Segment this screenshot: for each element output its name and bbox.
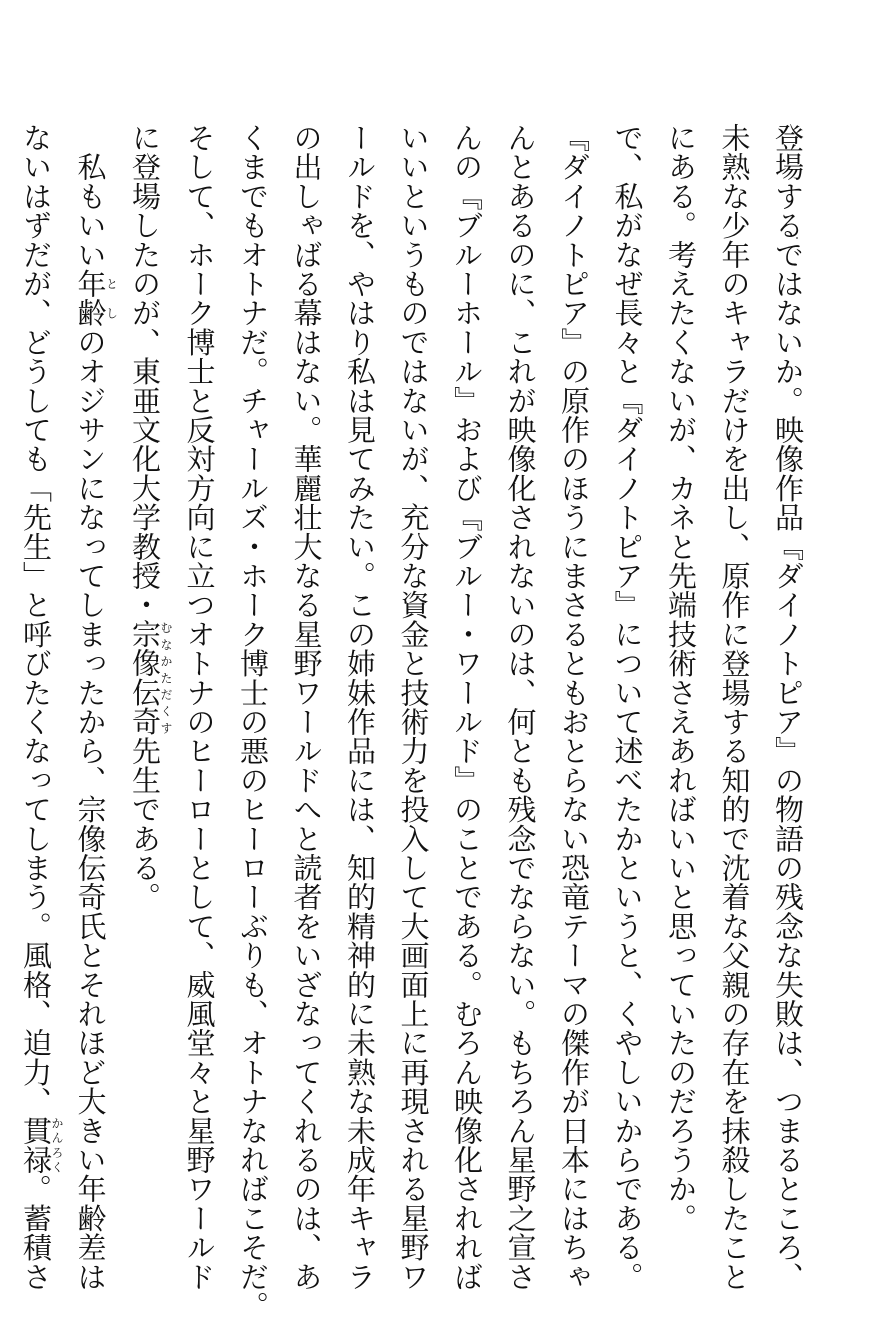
vertical-text-body xyxy=(0,123,814,1320)
ruby-kanroku: 貫禄かんろく xyxy=(19,1115,64,1175)
text-line-5: 『ダイノトピア』の原作のほうにまさるともおとらない恐竜テーマの傑作が日本にはちゃ xyxy=(557,123,591,1291)
ruby-text-toshi: とし xyxy=(104,269,119,328)
text-line-12: そして、ホーク博士と反対方向に立つオトナのヒーローとして、威風堂々と星野ワールド xyxy=(182,123,217,1291)
ruby-text-munakata: むなかただくす xyxy=(159,619,173,737)
text-line-7: んの『ブルーホール』および『ブルー・ワールド』のことである。むろん映像化されれば xyxy=(450,123,484,1291)
text-line-9: ールドを、やはり私は見てみたい。この姉妹作品には、知的精神的に未熟な未成年キャラ xyxy=(343,123,377,1291)
ruby-toshi: 年齢とし xyxy=(73,269,119,328)
text-line-16 xyxy=(0,123,9,1233)
text-line-14: 私もいい年齢としのオジサンになってしまったから、宗像伝奇氏とそれほど大きい年齢差は xyxy=(73,123,119,1292)
text-line-6: んとあるのに、これが映像化されないのは、何とも残念でならない。もちろん星野之宣さ xyxy=(503,123,538,1291)
text-line-3: にある。考えたくないが、カネと先端技術さえあればいいと思っていたのだろうか。 xyxy=(664,123,698,1233)
text-line-13: に登場したのが、東亜文化大学教授・宗像伝奇むなかただくす先生である。 xyxy=(128,123,173,912)
text-line-15: ないはずだが、どうしても「先生」と呼びたくなってしまう。風格、迫力、貫禄かんろく。蓄積さ xyxy=(19,123,64,1292)
text-line-2: 未熟な少年のキャラだけを出し、原作に登場する知的で沈着な父親の存在を抹殺したこと xyxy=(717,123,752,1291)
ruby-munakata: 宗像伝奇むなかただくす xyxy=(128,619,173,737)
text-line-11: くまでもオトナだ。チャールズ・ホーク博士の悪のヒーローぶりも、オトナなればこそだ。 xyxy=(236,123,270,1320)
text-line-4: で、私がなぜ長々と『ダイノトピア』について述べたかというと、くやしいからである。 xyxy=(610,123,645,1291)
text-line-1: 登場するではないか。映像作品『ダイノトピア』の物語の残念な失敗は、つまるところ、 xyxy=(771,123,805,1291)
ruby-text-kanroku: かんろく xyxy=(50,1115,64,1175)
text-line-8: いいというものではないが、充分な資金と技術力を投入して大画面上に再現される星野ワ xyxy=(396,123,431,1291)
text-line-10: の出しゃばる幕はない。華麗壮大なる星野ワールドへと読者をいざなってくれるのは、あ xyxy=(289,123,324,1291)
